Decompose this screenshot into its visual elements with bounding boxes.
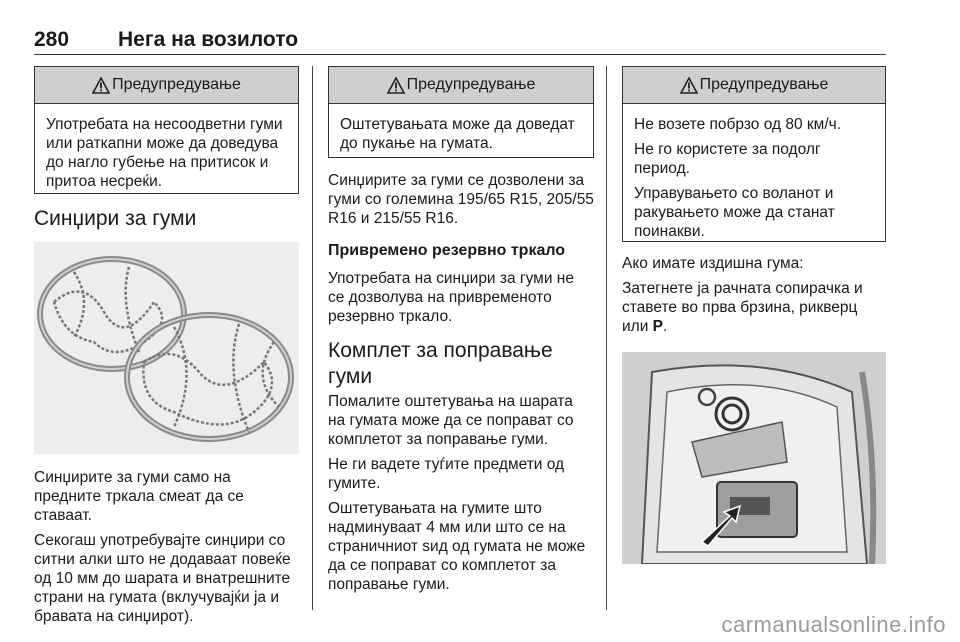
paragraph-text: Затегнете ја рачната сопирачка и ставете во прва брзина, рикверц или bbox=[622, 280, 863, 335]
warning-title: Предупредување bbox=[406, 76, 536, 93]
section-title-snow-chains: Синџири за гуми bbox=[34, 207, 197, 230]
column-divider-1 bbox=[312, 66, 313, 610]
warning-triangle-icon bbox=[92, 77, 110, 94]
header-rule bbox=[34, 54, 886, 55]
warning-text: Управувањето со воланот и ракувањето може да станат поинакви. bbox=[634, 185, 835, 240]
page-header bbox=[34, 28, 886, 50]
watermark: carmanualsonline.info bbox=[721, 612, 946, 637]
snow-chains-figure bbox=[34, 242, 299, 454]
gear-p-label: P bbox=[652, 318, 664, 335]
warning-header bbox=[35, 67, 298, 104]
paragraph: Синџирите за гуми се дозволени за гуми со големина 195/65 R15, 205/55 R16 и 215/55 R16. bbox=[328, 172, 594, 227]
warning-title: Предупредување bbox=[699, 76, 829, 93]
paragraph bbox=[622, 279, 886, 336]
warning-header bbox=[623, 67, 885, 104]
paragraph: Не ги вадете туѓите предмети од гумите. bbox=[328, 456, 565, 492]
paragraph: Помалите оштетувања на шарата на гумата може да се поправат со комплетот за поправање гуми. bbox=[328, 393, 574, 448]
column-3 bbox=[622, 66, 886, 564]
warning-title: Предупредување bbox=[112, 76, 241, 93]
column-1 bbox=[34, 66, 299, 626]
warning-header bbox=[329, 67, 593, 104]
warning-text: Оштетувањата може да доведат до пукање на гумата. bbox=[340, 116, 575, 152]
paragraph: Синџирите за гуми само на предните тркала смеат да се ставаат. bbox=[34, 469, 244, 524]
paragraph: Употребата на синџири за гуми не се дозволува на привременото резервно тркало. bbox=[328, 270, 574, 325]
section-title-repair-kit: Комплет за поправање гуми bbox=[328, 339, 553, 388]
warning-box bbox=[622, 66, 886, 242]
warning-text: Не возете побрзо од 80 км/ч. bbox=[634, 116, 842, 133]
snow-chains-illustration bbox=[34, 242, 299, 454]
warning-body bbox=[623, 104, 885, 255]
column-divider-2 bbox=[606, 66, 607, 610]
warning-box bbox=[328, 66, 594, 158]
warning-text: Не го користете за подолг период. bbox=[634, 141, 821, 177]
paragraph: Оштетувањата на гумите што надминуваат 4 мм или што се на страничниот ѕид од гумата не може да се поправат со комплетот за поправање гуми. bbox=[328, 500, 586, 593]
column-2 bbox=[328, 66, 594, 594]
paragraph: Секогаш употребувајте синџири со ситни алки што не додаваат повеќе од 10 мм до шарата и внатрешните страни на гумата (вклучувајќи ја и бравата на синџирот). bbox=[34, 532, 291, 625]
warning-text: Употребата на несоодветни гуми или раткапни може да доведува до нагло губење на притисок и притоа несреќи. bbox=[46, 116, 283, 190]
repair-kit-figure bbox=[622, 352, 886, 564]
paragraph: Ако имате издишна гума: bbox=[622, 255, 804, 272]
warning-box bbox=[34, 66, 299, 194]
trunk-compartment-illustration bbox=[622, 352, 886, 564]
subsection-title-temporary-spare: Привремено резервно тркало bbox=[328, 242, 566, 259]
warning-triangle-icon bbox=[680, 77, 698, 94]
running-title: Нега на возилото bbox=[118, 28, 299, 51]
page-number: 280 bbox=[34, 28, 70, 51]
warning-body bbox=[329, 104, 593, 167]
warning-triangle-icon bbox=[387, 77, 405, 94]
paragraph-end: . bbox=[663, 318, 668, 335]
warning-body bbox=[35, 104, 298, 205]
